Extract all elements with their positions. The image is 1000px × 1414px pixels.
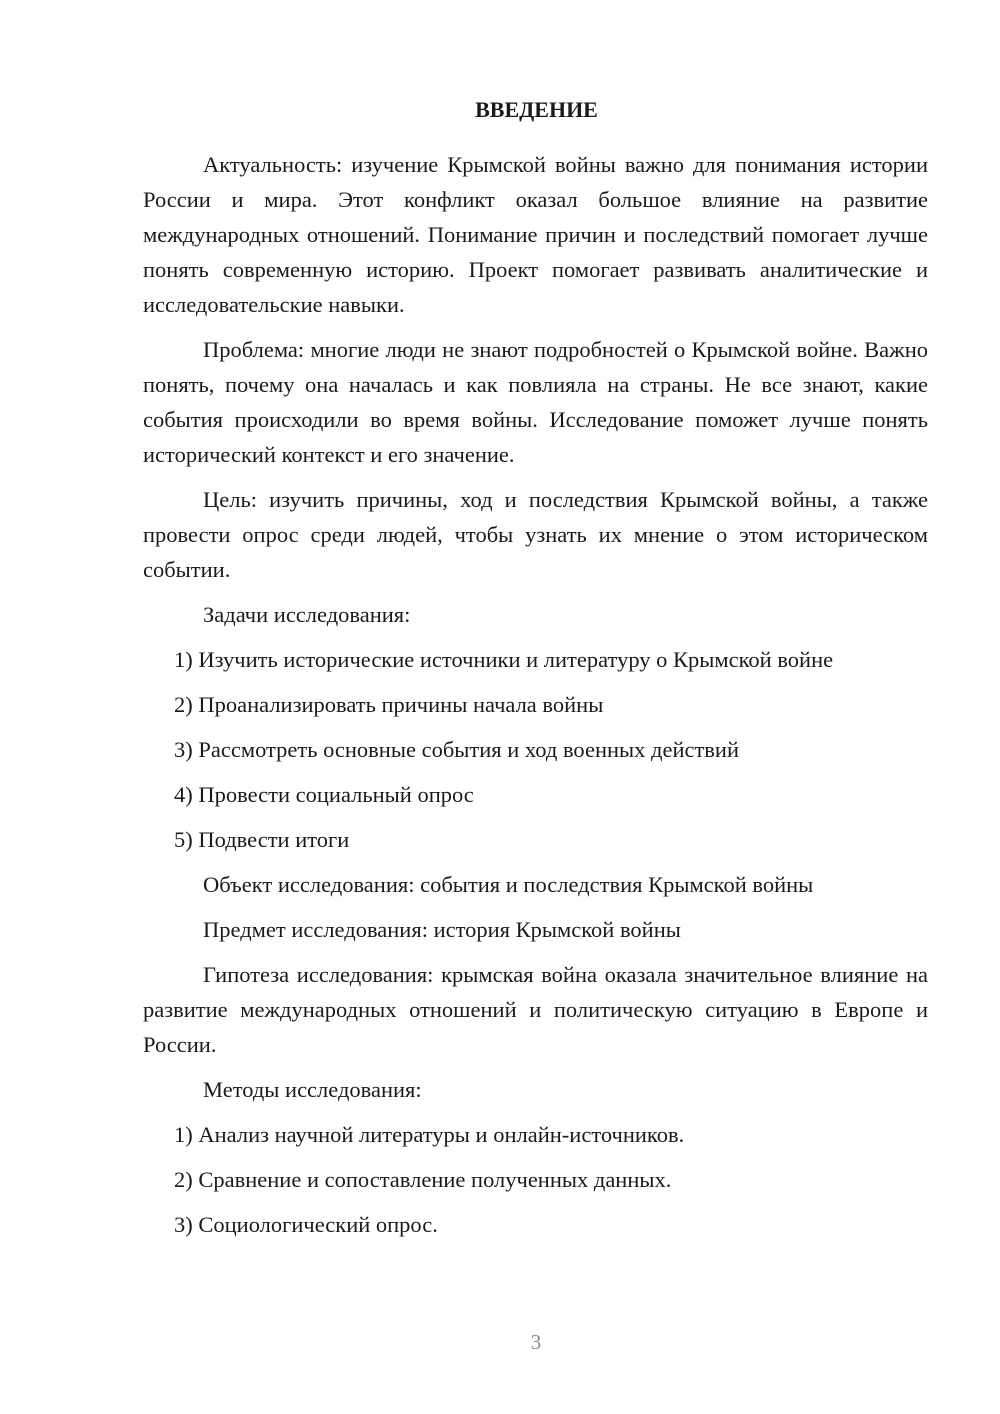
goal-paragraph: Цель: изучить причины, ход и последствия Крымской войны, а также провести опрос среди людей, чтобы узнать их мнение о этом историческом событии. (143, 487, 928, 582)
methods-heading: Методы исследования: (203, 1077, 422, 1102)
page-number: 3 (530, 1330, 542, 1354)
problem-paragraph: Проблема: многие люди не знают подробностей о Крымской войне. Важно понять, почему она началась и как повлияла на страны. Не все знают, какие события происходили во время войны. Исследование поможет лучше понять исторический контекст и его значение. (143, 337, 928, 467)
list-item: 3) Социологический опрос. (174, 1212, 438, 1237)
tasks-list (143, 642, 928, 857)
section-title: ВВЕДЕНИЕ (475, 97, 598, 122)
document-page (143, 92, 928, 1252)
research-subject: Предмет исследования: история Крымской войны (203, 917, 681, 942)
list-item: 4) Провести социальный опрос (174, 782, 474, 807)
list-item: 5) Подвести итоги (174, 827, 350, 852)
methods-list (143, 1117, 928, 1242)
list-item: 2) Проанализировать причины начала войны (174, 692, 604, 717)
relevance-paragraph: Актуальность: изучение Крымской войны важно для понимания истории России и мира. Этот конфликт оказал большое влияние на развитие международных отношений. Понимание причин и последствий помогает лучше понять современную историю. Проект помогает развивать аналитические и исследовательские навыки. (143, 152, 928, 317)
research-object: Объект исследования: события и последствия Крымской войны (203, 872, 814, 897)
list-item: 3) Рассмотреть основные события и ход военных действий (174, 737, 740, 762)
list-item: 2) Сравнение и сопоставление полученных данных. (174, 1167, 672, 1192)
hypothesis-paragraph: Гипотеза исследования: крымская война оказала значительное влияние на развитие международных отношений и политическую ситуацию в Европе и России. (143, 962, 928, 1057)
tasks-heading: Задачи исследования: (203, 602, 411, 627)
list-item: 1) Изучить исторические источники и литературу о Крымской войне (174, 647, 834, 672)
list-item: 1) Анализ научной литературы и онлайн-источников. (174, 1122, 685, 1147)
